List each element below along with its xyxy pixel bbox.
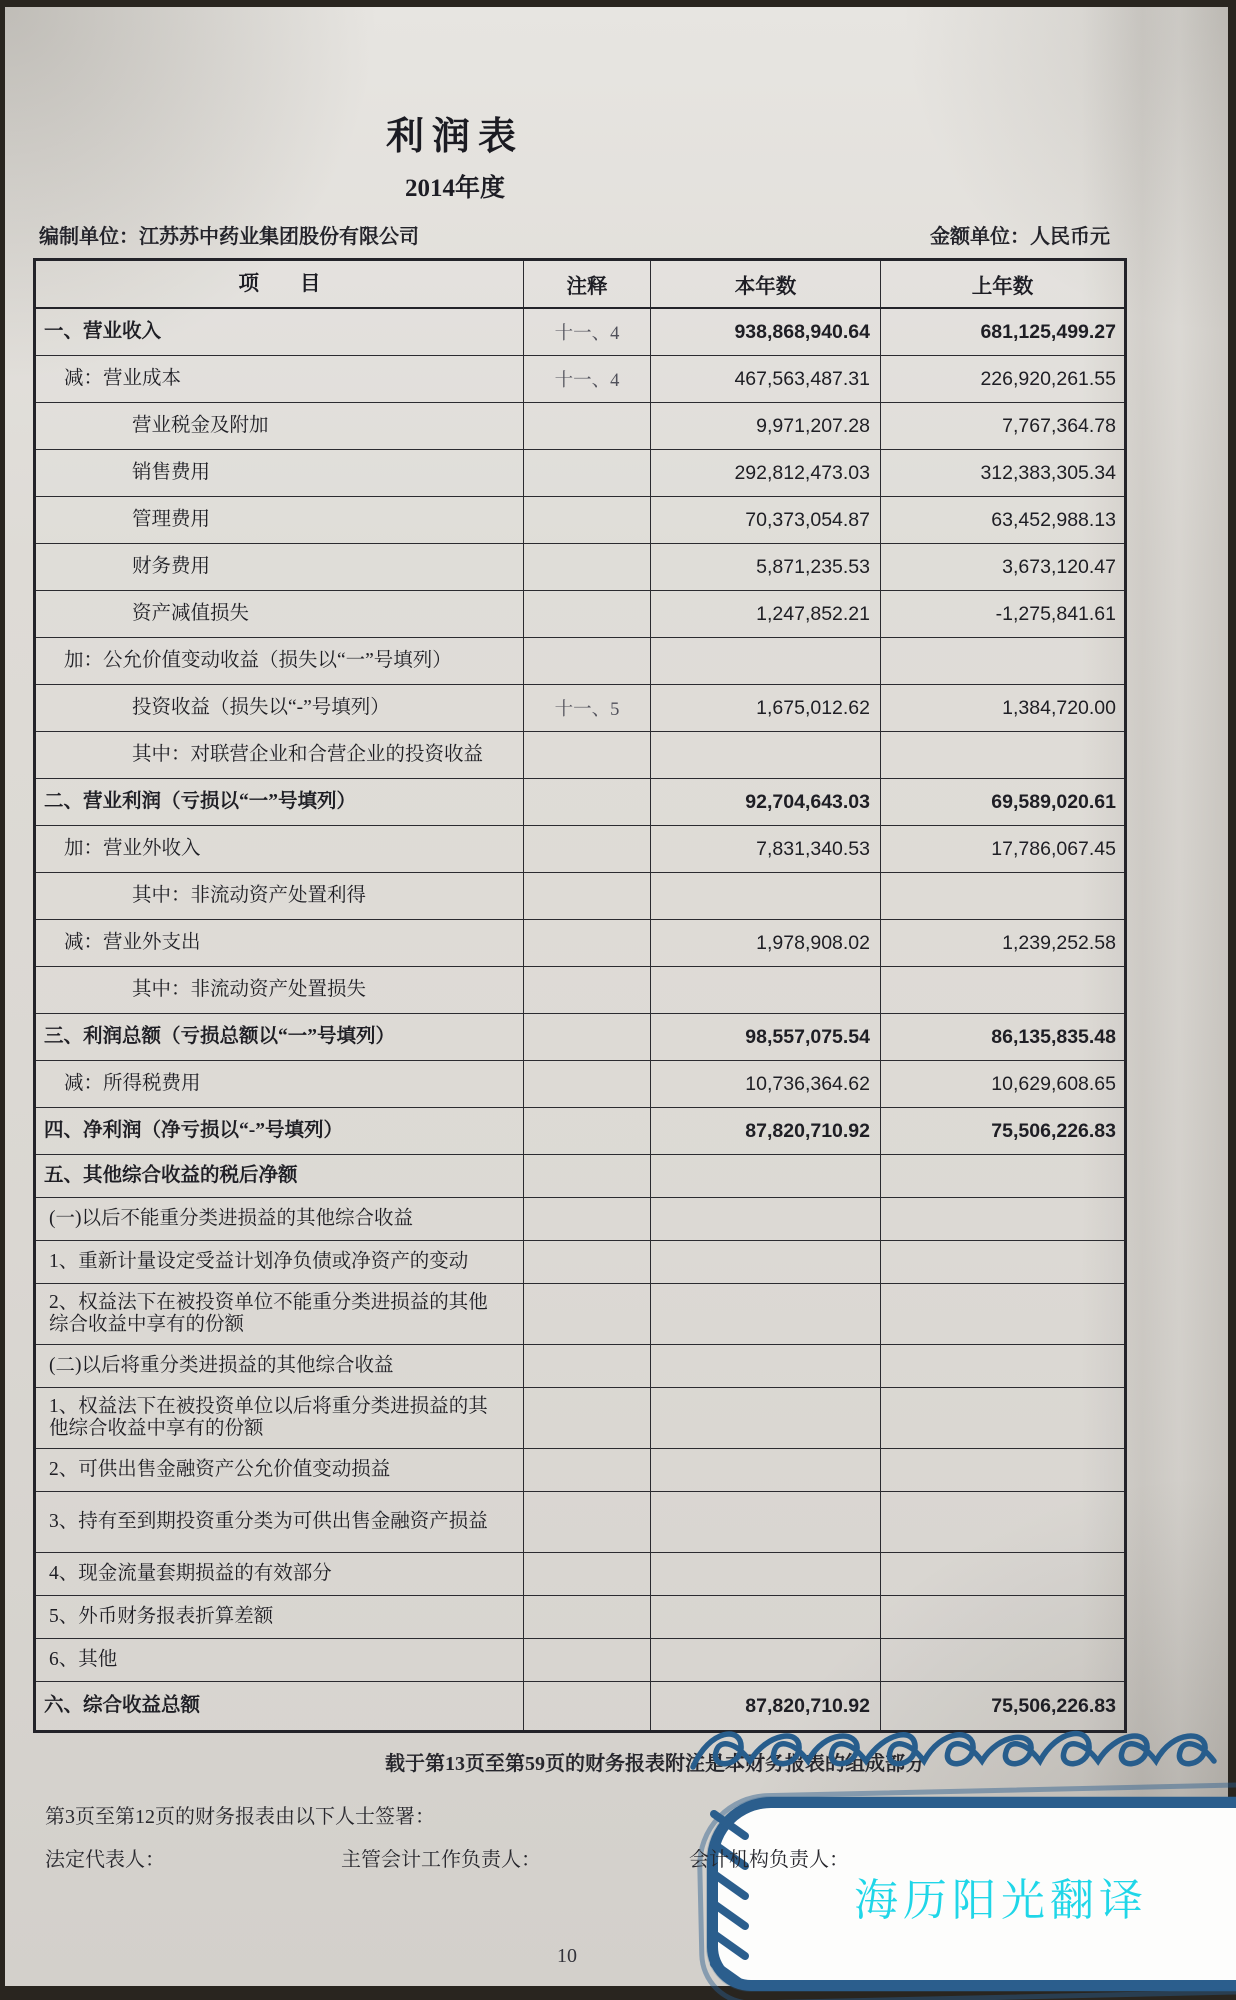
cell-item: 4、现金流量套期损益的有效部分 [49,1563,332,1585]
cell-note [523,1284,651,1344]
table-row [36,920,1124,967]
cell-prior [881,638,1124,684]
cell-item: 2、可供出售金融资产公允价值变动损益 [49,1459,391,1481]
cell-current [651,967,881,1013]
meta-row [39,220,1110,249]
table-row [36,967,1124,1014]
cell-note [523,920,651,966]
cell-current: 7,831,340.53 [651,826,881,872]
legal-rep-label: 法定代表人： [45,1849,165,1871]
table-row [36,1388,1124,1449]
cell-prior: 75,506,226.83 [991,1119,1116,1142]
cell-prior: 17,786,067.45 [991,837,1116,860]
page-number: 10 [557,1945,577,1967]
cell-current [651,732,881,778]
cell-prior: 681,125,499.27 [980,320,1116,343]
cell-prior [881,1198,1124,1240]
cell-current [651,1388,881,1448]
table-row [36,1061,1124,1108]
report-period: 2014年度 [404,175,505,202]
cell-current: 938,868,940.64 [651,309,881,355]
cell-prior: 63,452,988.13 [991,508,1116,531]
income-table-rows [36,309,1124,1730]
cell-current: 5,871,235.53 [651,544,881,590]
table-row [36,1492,1124,1553]
cell-current: 467,563,487.31 [651,356,881,402]
cell-current: 1,675,012.62 [651,685,881,731]
table-row [36,1553,1124,1596]
cell-item: 五、其他综合收益的税后净额 [44,1165,298,1187]
cell-current [651,1639,881,1681]
cell-current: 1,247,852.21 [651,591,881,637]
cell-current [651,873,881,919]
cell-current [651,1345,881,1387]
cell-item: 资产减值损失 [132,603,250,625]
cell-item: 管理费用 [132,509,211,531]
prepared-by [39,220,419,249]
cell-prior: 226,920,261.55 [980,367,1116,390]
table-row [36,1108,1124,1155]
bubble-hatch-icon [709,1804,755,1984]
cell-note [523,544,651,590]
cell-prior: 10,629,608.65 [991,1072,1116,1095]
table-row [36,732,1124,779]
cell-note [523,1639,651,1681]
cell-item: 其中：非流动资产处置利得 [132,885,367,907]
cell-prior [881,1492,1124,1552]
cell-note: 十一、4 [523,309,651,355]
cell-current: 92,704,643.03 [651,779,881,825]
cell-item: (一)以后不能重分类进损益的其他综合收益 [49,1208,413,1230]
table-row [36,1639,1124,1682]
header-prior-year: 上年数 [971,275,1034,298]
table-row [36,1596,1124,1639]
prepared-by-value: 江苏苏中药业集团股份有限公司 [139,226,419,248]
cell-note: 十一、4 [523,356,651,402]
cell-note [523,967,651,1013]
table-row [36,826,1124,873]
cell-prior: 69,589,020.61 [991,790,1116,813]
cell-current: 98,557,075.54 [651,1014,881,1060]
cell-current [651,1596,881,1638]
table-row [36,638,1124,685]
cell-current: 1,978,908.02 [651,920,881,966]
table-row [36,1284,1124,1345]
cell-current [651,638,881,684]
cell-note [523,1014,651,1060]
paper-sheet [5,7,1228,1986]
cell-item: 3、持有至到期投资重分类为可供出售金融资产损益 [49,1511,488,1533]
accounting-head-label: 会计机构负责人： [689,1849,849,1871]
cell-item: 其中：对联营企业和合营企业的投资收益 [132,744,484,766]
cell-item: 加：营业外收入 [64,838,201,860]
cell-note [523,1155,651,1197]
table-row [36,1198,1124,1241]
scribble-loops-icon [685,1723,1229,1777]
cell-prior: 75,506,226.83 [991,1694,1116,1717]
cell-note: 十一、5 [523,685,651,731]
cell-prior [881,1639,1124,1681]
cell-note [523,450,651,496]
cell-prior [881,1388,1124,1448]
cell-current: 70,373,054.87 [651,497,881,543]
signature-note: 第3页至第12页的财务报表由以下人士签署： [45,1806,435,1828]
cell-current: 87,820,710.92 [651,1108,881,1154]
chief-accountant-label: 主管会计工作负责人： [341,1849,541,1871]
cell-prior [881,1596,1124,1638]
cell-item: 减：营业成本 [64,368,182,390]
cell-current [651,1198,881,1240]
table-row [36,685,1124,732]
cell-item: 二、营业利润（亏损以“一”号填列） [44,791,357,813]
cell-note [523,1553,651,1595]
cell-current [651,1449,881,1491]
cell-note [523,497,651,543]
income-statement-table [33,258,1127,1733]
cell-current: 292,812,473.03 [651,450,881,496]
cell-item: 四、净利润（净亏损以“-”号填列） [44,1120,343,1142]
cell-current [651,1155,881,1197]
cell-note [523,1596,651,1638]
cell-current: 9,971,207.28 [651,403,881,449]
page-title: 利润表 [385,116,524,158]
table-row [36,873,1124,920]
cell-item: 销售费用 [132,462,211,484]
header-current-year: 本年数 [651,261,881,307]
cell-item: 减：营业外支出 [64,932,201,954]
cell-item: 6、其他 [49,1649,118,1671]
cell-note [523,1492,651,1552]
cell-prior [881,1553,1124,1595]
cell-note [523,591,651,637]
cell-item: 加：公允价值变动收益（损失以“一”号填列） [64,650,452,672]
prepared-by-label: 编制单位： [39,226,139,248]
cell-note [523,779,651,825]
cell-item: 财务费用 [132,556,211,578]
table-row [36,1155,1124,1198]
cell-item: 营业税金及附加 [132,415,269,437]
cell-current: 10,736,364.62 [651,1061,881,1107]
cell-current [651,1553,881,1595]
cell-current [651,1241,881,1283]
table-header-row [36,261,1124,309]
translation-stamp-text: 海历阳光翻译 [854,1876,1148,1925]
translation-stamp-bubble [707,1797,1236,1991]
cell-item: 2、权益法下在被投资单位不能重分类进损益的其他综合收益中享有的份额 [49,1292,488,1335]
cell-prior [881,1284,1124,1344]
table-row [36,1014,1124,1061]
signature-row [45,1843,1228,1872]
cell-item: 其中：非流动资产处置损失 [132,979,367,1001]
cell-prior [881,1241,1124,1283]
cell-prior [881,732,1124,778]
cell-prior: 7,767,364.78 [1002,414,1116,437]
cell-note [523,1061,651,1107]
cell-item: 5、外币财务报表折算差额 [49,1606,274,1628]
table-row [36,497,1124,544]
cell-note [523,873,651,919]
cell-note [523,1241,651,1283]
table-row [36,779,1124,826]
cell-prior: 3,673,120.47 [1002,555,1116,578]
table-row [36,450,1124,497]
table-row [36,403,1124,450]
cell-item: 减：所得税费用 [64,1073,201,1095]
cell-item: 投资收益（损失以“-”号填列） [132,697,390,719]
table-row [36,309,1124,356]
cell-prior [881,1449,1124,1491]
cell-item: 三、利润总额（亏损总额以“一”号填列） [44,1026,396,1048]
cell-prior [881,873,1124,919]
cell-prior [881,967,1124,1013]
cell-prior [881,1155,1124,1197]
cell-note [523,826,651,872]
cell-item: 一、营业收入 [44,321,162,343]
cell-note [523,732,651,778]
cell-current: 87,820,710.92 [651,1682,881,1730]
table-row [36,1345,1124,1388]
header-item: 项 目 [238,272,321,295]
cell-prior: 1,239,252.58 [1002,931,1116,954]
cell-prior: 1,384,720.00 [1002,696,1116,719]
cell-note [523,1345,651,1387]
cell-note [523,403,651,449]
table-row [36,591,1124,638]
cell-note [523,1449,651,1491]
cell-note [523,1388,651,1448]
cell-current [651,1492,881,1552]
cell-prior: -1,275,841.61 [995,602,1116,625]
table-row [36,544,1124,591]
header-note: 注释 [523,261,651,307]
scribble-loops-path [693,1734,1214,1767]
table-row [36,1241,1124,1284]
cell-note [523,1198,651,1240]
table-row [36,356,1124,403]
currency-unit-note: 金额单位：人民币元 [930,226,1110,248]
cell-item: (二)以后将重分类进损益的其他综合收益 [49,1355,394,1377]
cell-item: 1、重新计量设定受益计划净负债或净资产的变动 [49,1251,469,1273]
cell-note [523,1682,651,1730]
cell-note [523,1108,651,1154]
cell-item: 六、综合收益总额 [44,1695,201,1717]
cell-item: 1、权益法下在被投资单位以后将重分类进损益的其他综合收益中享有的份额 [49,1396,488,1439]
cell-note [523,638,651,684]
cell-prior: 86,135,835.48 [991,1025,1116,1048]
cell-prior: 312,383,305.34 [980,461,1116,484]
table-row [36,1449,1124,1492]
attachment-note: 载于第13页至第59页的财务报表附注是本财务报表的组成部分 [385,1753,925,1775]
cell-current [651,1284,881,1344]
cell-prior [881,1345,1124,1387]
